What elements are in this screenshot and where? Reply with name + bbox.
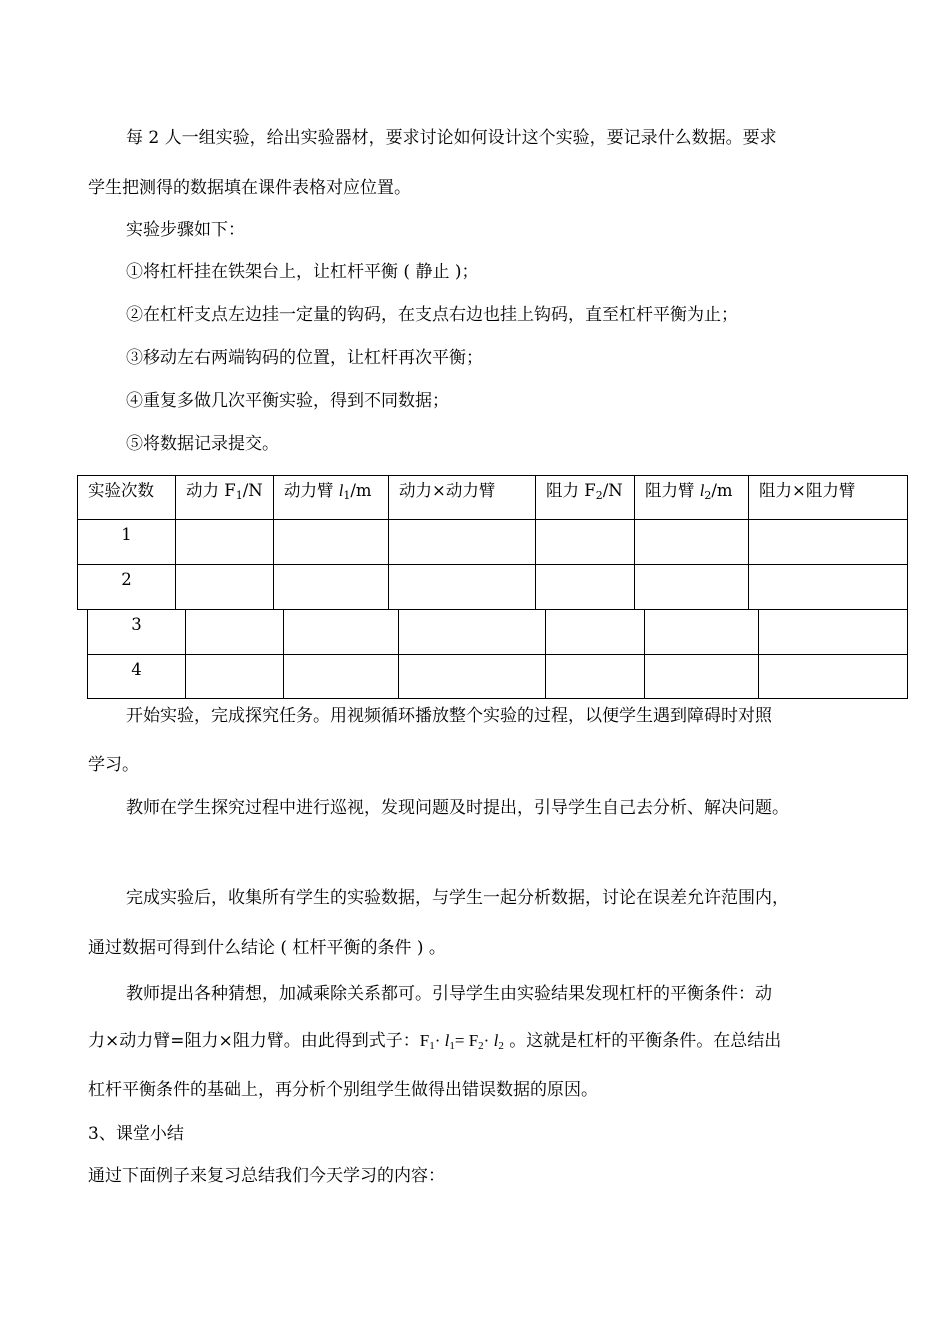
table-row <box>78 565 908 610</box>
paragraph-2-line-2: 学习。 <box>88 755 139 775</box>
table-header-row <box>78 476 908 520</box>
steps-title: 实验步骤如下： <box>126 220 245 240</box>
table-cell <box>389 520 536 565</box>
table-cell <box>284 655 399 699</box>
trial-number: 2 <box>78 565 176 610</box>
trial-number: 4 <box>88 655 186 699</box>
table-cell <box>546 610 645 655</box>
table-cell <box>176 520 274 565</box>
paragraph-1-line-1: 每 2 人一组实验，给出实验器材，要求讨论如何设计这个实验，要记录什么数据。要求 <box>126 128 777 148</box>
paragraph-3: 教师在学生探究过程中进行巡视，发现问题及时提出，引导学生自己去分析、解决问题。 <box>126 798 789 818</box>
step-4: ④重复多做几次平衡实验，得到不同数据； <box>126 391 449 411</box>
table-cell <box>759 655 908 699</box>
table-cell <box>759 610 908 655</box>
section-heading: 3、课堂小结 <box>88 1124 184 1144</box>
table-cell <box>186 610 284 655</box>
table-cell <box>645 610 759 655</box>
table-row <box>88 610 908 655</box>
paragraph-5-line-1: 教师提出各种猜想，加减乘除关系都可。引导学生由实验结果发现杠杆的平衡条件：动 <box>126 984 772 1004</box>
paragraph-5-line-3: 杠杆平衡条件的基础上，再分析个别组学生做得出错误数据的原因。 <box>88 1080 598 1100</box>
trial-number: 3 <box>88 610 186 655</box>
balance-formula: $F_1\cdot l_1= F_2\cdot l_2$ <box>419 1031 504 1052</box>
table-cell <box>749 520 908 565</box>
paragraph-6: 通过下面例子来复习总结我们今天学习的内容： <box>88 1166 445 1186</box>
table-cell <box>645 655 759 699</box>
header-effort-product: 动力×动力臂 <box>389 476 536 520</box>
table-cell <box>536 565 635 610</box>
table-cell <box>635 565 749 610</box>
table-cell <box>186 655 284 699</box>
paragraph-2-line-1: 开始实验，完成探究任务。用视频循环播放整个实验的过程，以便学生遇到障碍时对照 <box>126 706 772 726</box>
paragraph-4-line-1: 完成实验后，收集所有学生的实验数据，与学生一起分析数据，讨论在误差允许范围内， <box>126 888 789 908</box>
header-load-arm: 阻力臂 $l_2/m$ <box>635 476 749 520</box>
table-cell <box>749 565 908 610</box>
table-cell <box>635 520 749 565</box>
table-cell <box>399 655 546 699</box>
header-effort-force: 动力 $F_1/N$ <box>176 476 274 520</box>
header-load-product: 阻力×阻力臂 <box>749 476 908 520</box>
data-table-bottom <box>87 609 908 699</box>
table-cell <box>176 565 274 610</box>
step-3: ③移动左右两端钩码的位置，让杠杆再次平衡； <box>126 348 483 368</box>
data-table-top <box>77 475 908 610</box>
step-2: ②在杠杆支点左边挂一定量的钩码，在支点右边也挂上钩码，直至杠杆平衡为止； <box>126 305 738 325</box>
step-5: ⑤将数据记录提交。 <box>126 434 279 454</box>
table-cell <box>546 655 645 699</box>
table-cell <box>389 565 536 610</box>
table-row <box>88 655 908 699</box>
table-cell <box>284 610 399 655</box>
table-cell <box>274 565 389 610</box>
paragraph-4-line-2: 通过数据可得到什么结论 ( 杠杆平衡的条件 ) 。 <box>88 938 446 958</box>
trial-number: 1 <box>78 520 176 565</box>
table-cell <box>274 520 389 565</box>
table-row <box>78 520 908 565</box>
paragraph-1-line-2: 学生把测得的数据填在课件表格对应位置。 <box>88 178 411 198</box>
header-load-force: 阻力 $F_2/N$ <box>536 476 635 520</box>
header-effort-arm: 动力臂 $l_1/m$ <box>274 476 389 520</box>
step-1: ①将杠杆挂在铁架台上，让杠杆平衡 ( 静止 )； <box>126 262 479 282</box>
paragraph-5-line-2: 力×动力臂=阻力×阻力臂。由此得到式子：$F_1\cdot l_1= F_2\cdot l_2$ 。这就是杠杆的平衡条件。在总结出 <box>88 1031 782 1052</box>
header-trial: 实验次数 <box>78 476 176 520</box>
table-cell <box>399 610 546 655</box>
table-cell <box>536 520 635 565</box>
